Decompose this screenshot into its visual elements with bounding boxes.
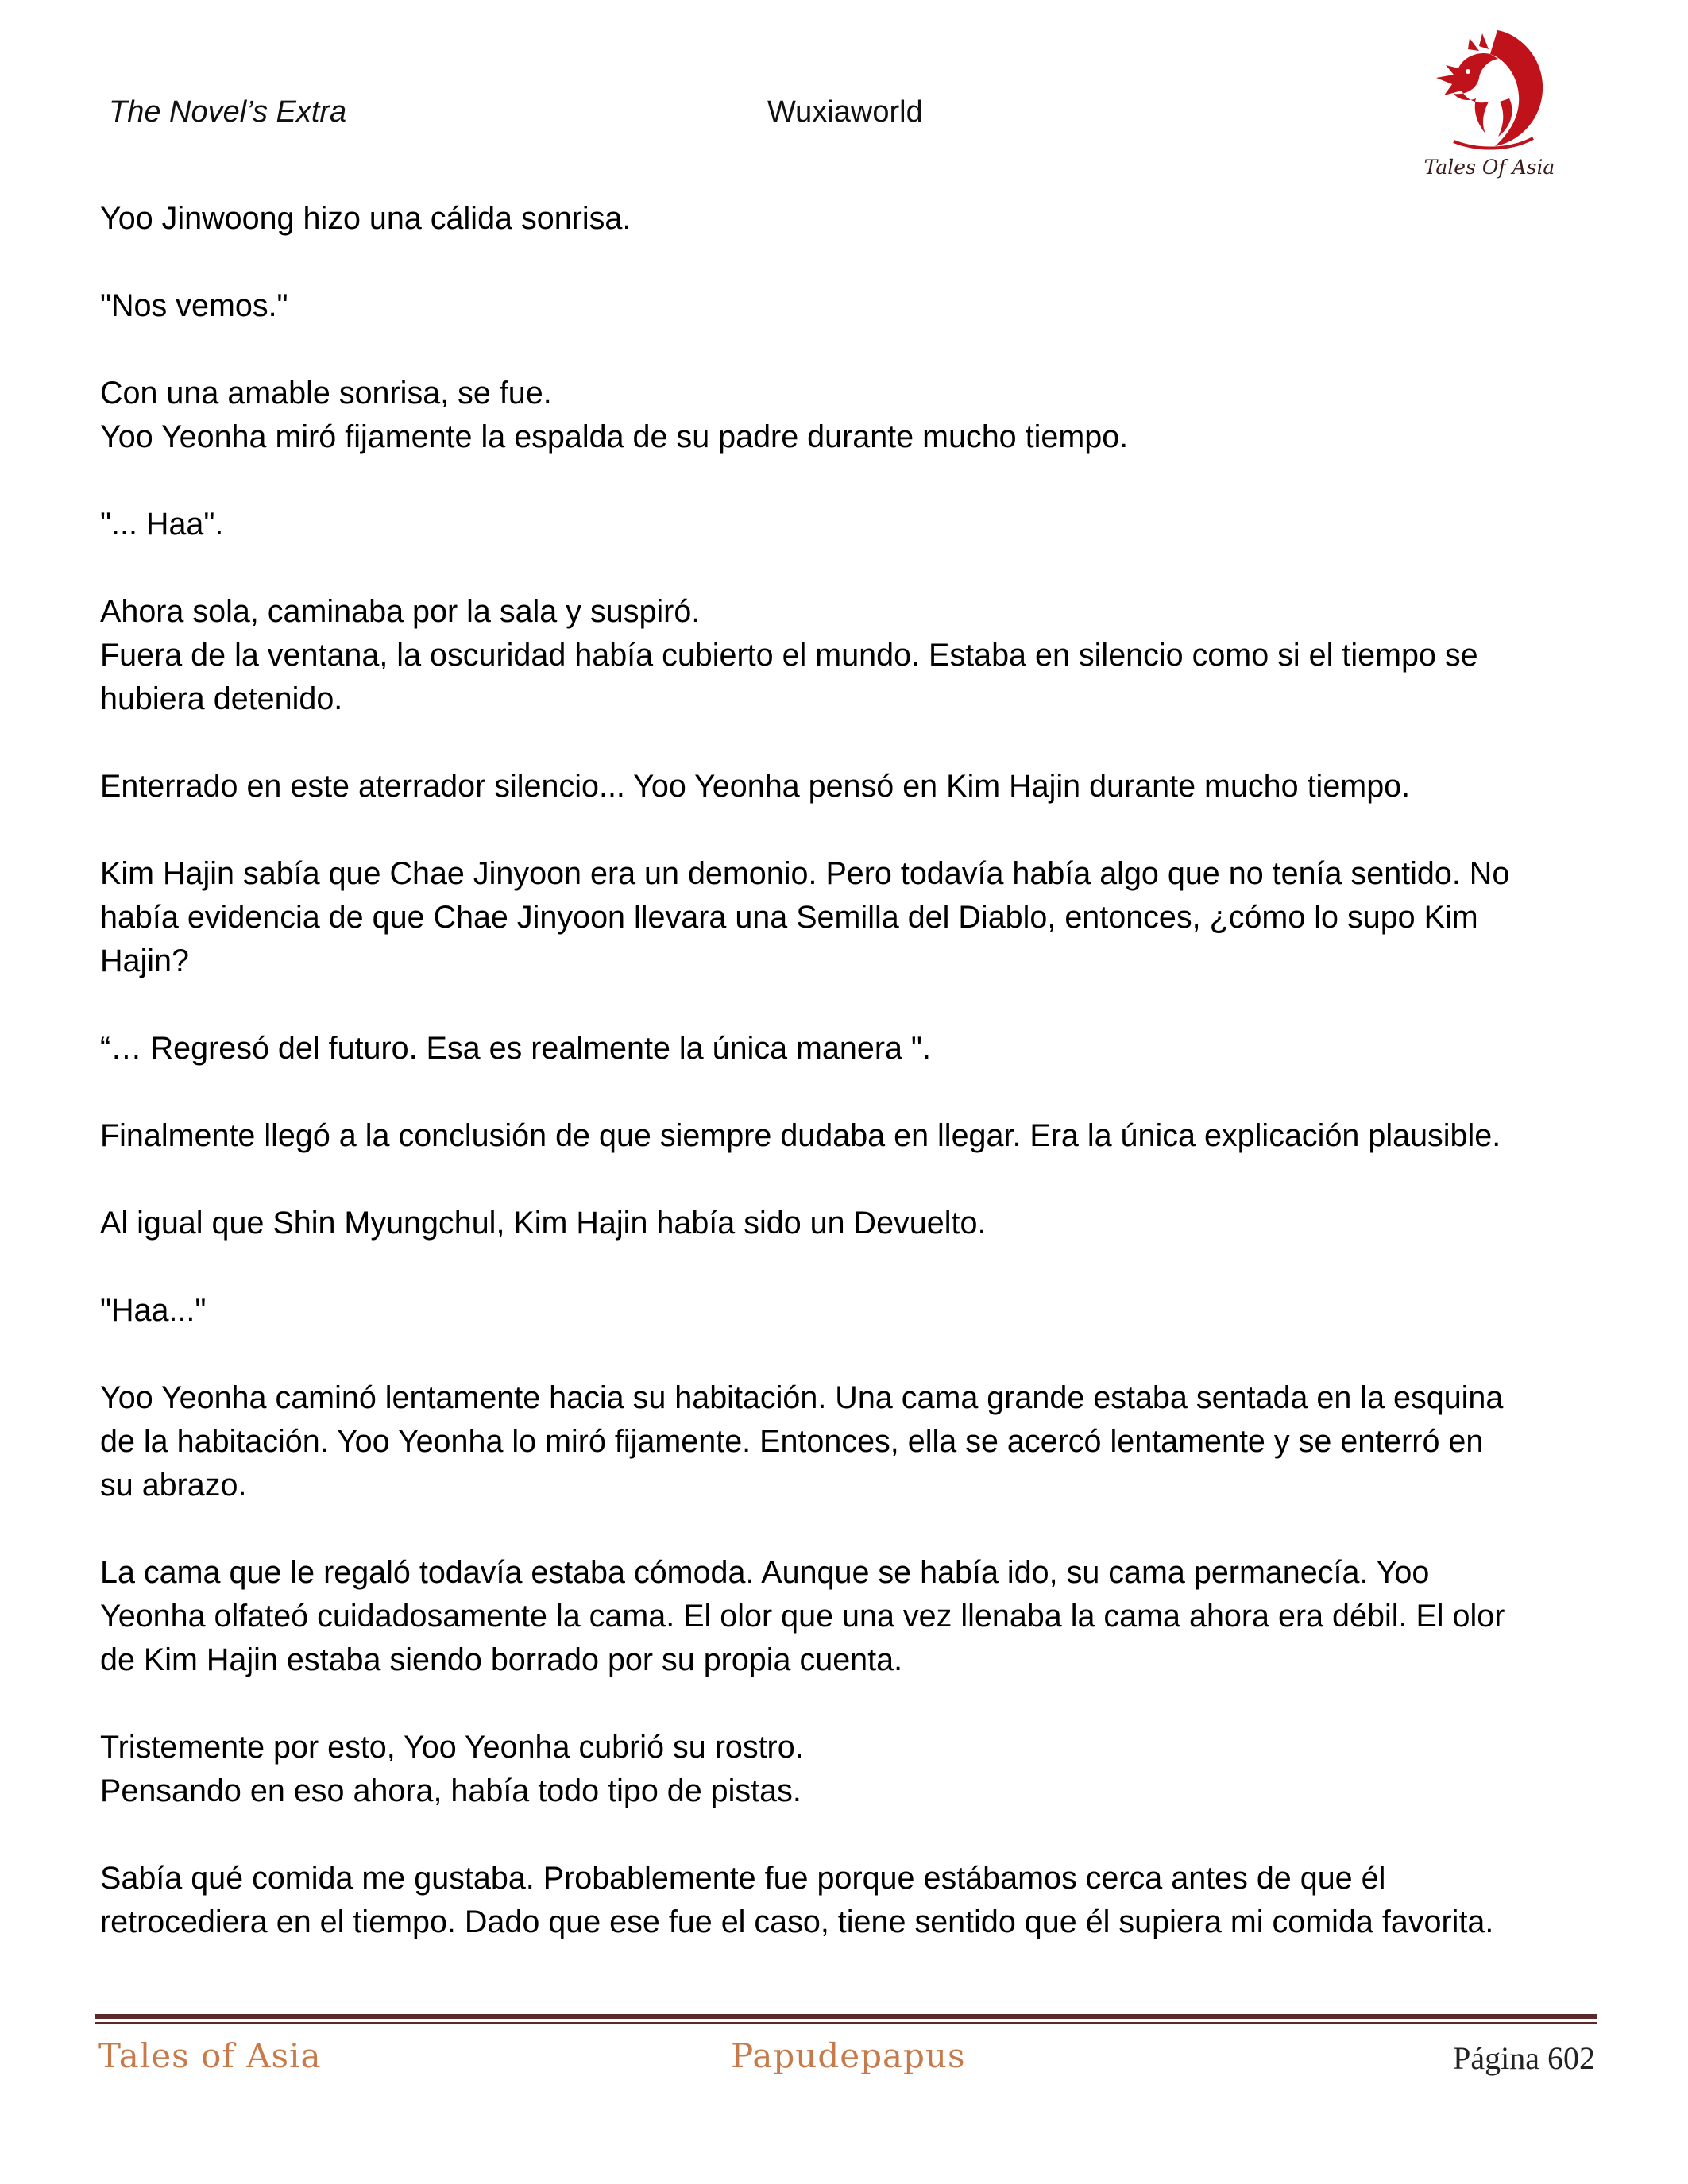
paragraph-line: Tristemente por esto, Yoo Yeonha cubrió su rostro.	[100, 1730, 804, 1765]
paragraph	[100, 765, 1593, 808]
paragraph	[100, 1202, 1593, 1245]
paragraph-line: Con una amable sonrisa, se fue.	[100, 376, 552, 411]
paragraph-line: de la habitación. Yoo Yeonha lo miró fijamente. Entonces, ella se acercó lentamente y se enterró en	[100, 1424, 1484, 1459]
paragraph	[100, 590, 1593, 721]
paragraph	[100, 1857, 1593, 1944]
paragraph-line: Yeonha olfateó cuidadosamente la cama. El olor que una vez llenaba la cama ahora era débil. El olor	[100, 1599, 1505, 1634]
paragraph	[100, 1551, 1593, 1682]
page-header	[0, 0, 1688, 191]
paragraph-line: Yoo Yeonha miró fijamente la espalda de su padre durante mucho tiempo.	[100, 419, 1129, 454]
paragraph-line: Pensando en eso ahora, había todo tipo de pistas.	[100, 1773, 802, 1808]
paragraph-line: Sabía qué comida me gustaba. Probablemente fue porque estábamos cerca antes de que él	[100, 1861, 1386, 1896]
chapter-body	[100, 197, 1593, 1988]
logo-text: Tales Of Asia	[1423, 156, 1555, 179]
header-site-name: Wuxiaworld	[767, 95, 923, 129]
header-novel-title: The Novel’s Extra	[109, 95, 347, 129]
paragraph-line: Ahora sola, caminaba por la sala y suspiró.	[100, 594, 701, 629]
paragraph-line: Hajin?	[100, 943, 189, 978]
paragraph-line: Fuera de la ventana, la oscuridad había cubierto el mundo. Estaba en silencio como si el tiempo se	[100, 638, 1478, 673]
paragraph	[100, 852, 1593, 983]
paragraph-line: “… Regresó del futuro. Esa es realmente la única manera ".	[100, 1031, 931, 1066]
paragraph-line: Yoo Jinwoong hizo una cálida sonrisa.	[100, 201, 632, 236]
tales-of-asia-logo	[1422, 22, 1557, 189]
paragraph-line: Enterrado en este aterrador silencio... Yoo Yeonha pensó en Kim Hajin durante mucho tiempo.	[100, 769, 1411, 804]
paragraph	[100, 372, 1593, 459]
paragraph	[100, 503, 1593, 546]
paragraph-line: Kim Hajin sabía que Chae Jinyoon era un demonio. Pero todavía había algo que no tenía sentido. No	[100, 856, 1510, 891]
paragraph	[100, 197, 1593, 241]
footer-rule-thin	[95, 2022, 1597, 2024]
paragraph-line: "Haa..."	[100, 1293, 207, 1328]
footer-rule	[95, 2014, 1597, 2019]
paragraph-line: había evidencia de que Chae Jinyoon llevara una Semilla del Diablo, entonces, ¿cómo lo supo Kim	[100, 900, 1478, 935]
paragraph	[100, 1726, 1593, 1813]
footer-translator: Papudepapus	[731, 2036, 966, 2075]
paragraph-line: de Kim Hajin estaba siendo borrado por su propia cuenta.	[100, 1642, 903, 1677]
dragon-logo-icon	[1422, 22, 1557, 157]
paragraph-line: Finalmente llegó a la conclusión de que siempre dudaba en llegar. Era la única explicación plausible.	[100, 1118, 1501, 1153]
paragraph-line: "... Haa".	[100, 507, 224, 542]
footer-brand: Tales of Asia	[98, 2036, 322, 2075]
paragraph-line: "Nos vemos."	[100, 288, 288, 323]
paragraph-line: hubiera detenido.	[100, 681, 343, 716]
paragraph	[100, 1114, 1593, 1158]
paragraph-line: Al igual que Shin Myungchul, Kim Hajin había sido un Devuelto.	[100, 1206, 987, 1241]
paragraph	[100, 1027, 1593, 1071]
paragraph-line: La cama que le regaló todavía estaba cómoda. Aunque se había ido, su cama permanecía. Yoo	[100, 1555, 1430, 1590]
paragraph	[100, 284, 1593, 328]
paragraph-list	[100, 197, 1593, 1944]
page-number: Página 602	[1453, 2040, 1595, 2076]
paragraph-line: Yoo Yeonha caminó lentamente hacia su habitación. Una cama grande estaba sentada en la esquina	[100, 1380, 1504, 1415]
paragraph-line: retrocediera en el tiempo. Dado que ese fue el caso, tiene sentido que él supiera mi comida favorita.	[100, 1904, 1494, 1939]
paragraph	[100, 1376, 1593, 1507]
paragraph-line: su abrazo.	[100, 1468, 247, 1503]
paragraph	[100, 1289, 1593, 1333]
